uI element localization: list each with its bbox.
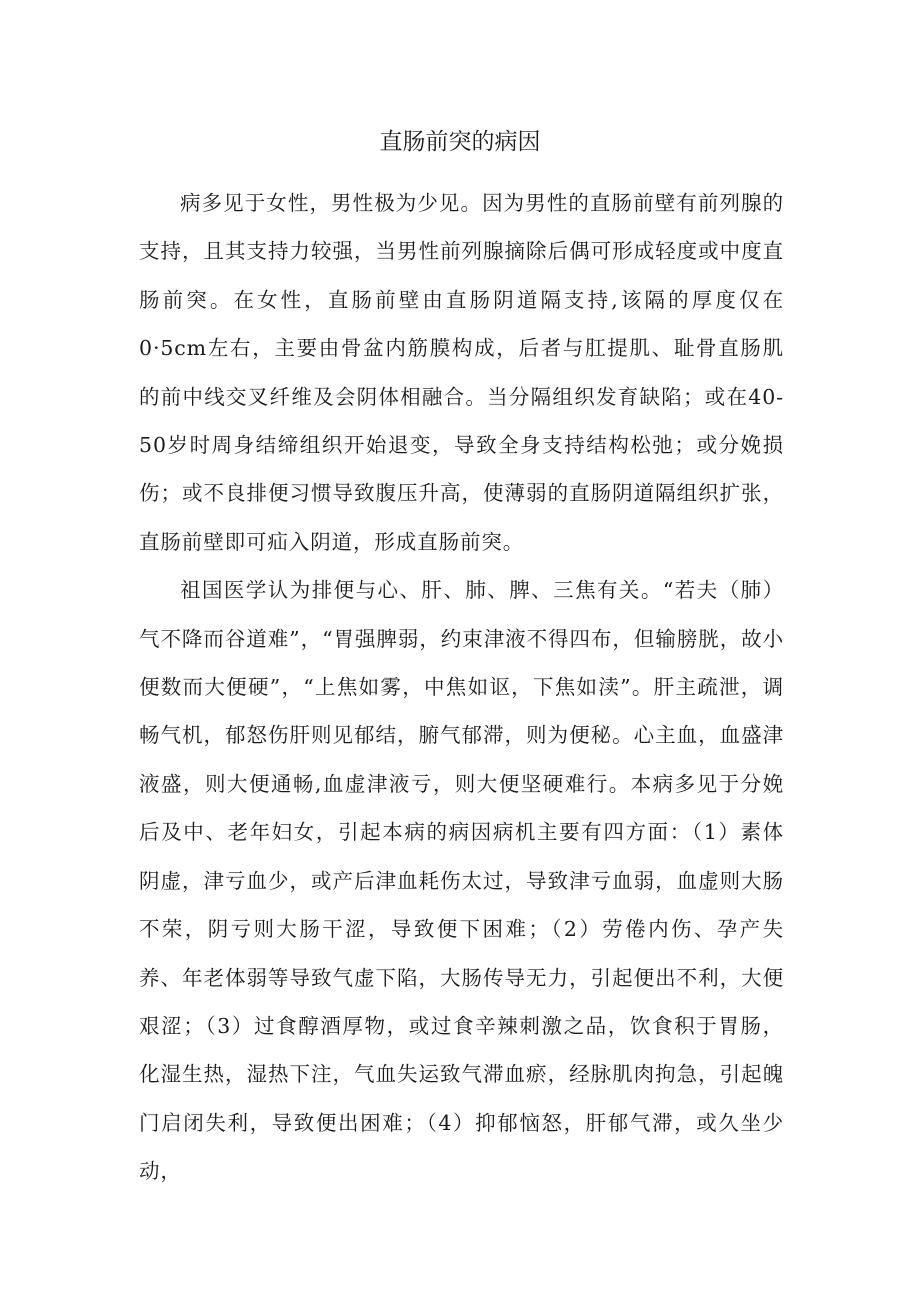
paragraph-etiology-western: 病多见于女性，男性极为少见。因为男性的直肠前壁有前列腺的支持，且其支持力较强，当男性前列腺摘除后偶可形成轻度或中度直肠前突。在女性，直肠前壁由直肠阴道隔支持,该隔的厚度仅在0·5cm左右，主要由骨盆内筋膜构成，后者与肛提肌、耻骨直肠肌的前中线交叉纤维及会阴体相融合。当分隔组织发育缺陷；或在40-50岁时周身结缔组织开始退变，导致全身支持结构松弛；或分娩损伤；或不良排便习惯导致腹压升高，使薄弱的直肠阴道隔组织扩张，直肠前壁即可疝入阴道，形成直肠前突。	[139, 191, 784, 554]
paragraph-etiology-tcm: 祖国医学认为排便与心、肝、肺、脾、三焦有关。“若夫（肺）气不降而谷道难”，“胃强脾弱，约束津液不得四布，但输膀胱，故小便数而大便硬”，“上焦如雾，中焦如讴，下焦如渎”。肝主疏泄，调畅气机，郁怒伤肝则见郁结，腑气郁滞，则为便秘。心主血，血盛津液盛，则大便通畅,血虚津液亏，则大便坚硬难行。本病多见于分娩后及中、老年妇女，引起本病的病因病机主要有四方面：（1）素体阴虚，津亏血少，或产后津血耗伤太过，导致津亏血弱，血虚则大肠不荣，阴亏则大肠干涩，导致便下困难；（2）劳倦内伤、孕产失养、年老体弱等导致气虚下陷，大肠传导无力，引起便出不利，大便艰涩；（3）过食醇酒厚物，或过食辛辣刺激之品，饮食积于胃肠，化湿生热，湿热下注，气血失运致气滞血瘀，经脉肌肉拘急，引起魄门启闭失利，导致便出困难；（4）抑郁恼怒，肝郁气滞，或久坐少动，	[139, 578, 784, 1184]
document-body	[139, 179, 784, 1196]
document-title: 直肠前突的病因	[379, 129, 541, 155]
